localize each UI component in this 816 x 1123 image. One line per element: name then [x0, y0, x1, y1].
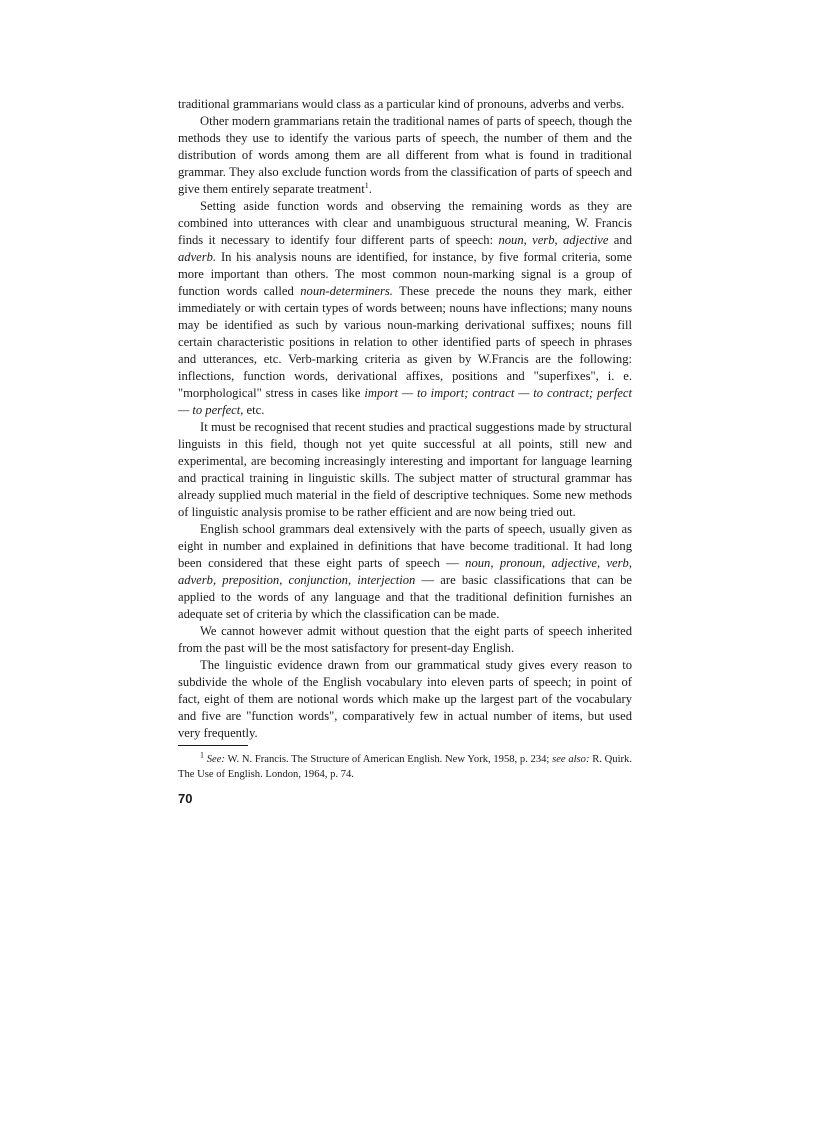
paragraph-text: We cannot however admit without question that the eight parts of speech inherited from the past will be the most satisfactory for present-day English.	[178, 624, 632, 655]
paragraph-text: and	[608, 233, 632, 247]
footnote-see-label: See:	[206, 754, 225, 765]
paragraph-continued	[178, 96, 632, 113]
footnote-marker: 1	[200, 750, 204, 760]
paragraph-structural-linguists	[178, 419, 632, 521]
paragraph-text: The linguistic evidence drawn from our grammatical study gives every reason to subdivide the whole of the English vocabulary into eleven parts of speech; in point of fact, eight of them are notional words which make up the largest part of the vocabulary and five are "function words", comparatively few in actual number of items, but used very frequently.	[178, 658, 632, 740]
paragraph-francis	[178, 198, 632, 419]
footnote-reference[interactable]: 1	[364, 180, 369, 190]
italic-term: noun, pronoun, adjective, verb, adverb, preposition, conjunction, interjection	[178, 556, 632, 587]
paragraph-text: In his analysis nouns are identified, for instance, by five formal criteria, some more important than others. The most common noun-marking signal is a group of function words called	[178, 250, 632, 298]
paragraph-text: .	[368, 182, 372, 196]
paragraph-text: Setting aside function words and observing the remaining words as they are combined into utterances with clear and unambiguous structural meaning, W. Francis finds it necessary to identify four different parts of speech:	[178, 199, 632, 247]
footnote-text: W. N. Francis. The Structure of American English. New York, 1958, p. 234;	[224, 754, 553, 765]
italic-term: import — to import; contract — to contract; perfect — to perfect,	[178, 386, 632, 417]
paragraph-eight-parts	[178, 623, 632, 657]
footnote	[178, 752, 632, 782]
italic-term: adverb.	[178, 250, 217, 264]
italic-term: noun, verb, adjective	[498, 233, 609, 247]
footnote-divider	[178, 745, 248, 746]
italic-term: noun-determiners.	[300, 284, 393, 298]
paragraph-modern-grammarians	[178, 113, 632, 198]
paragraph-text: — are basic classifications that can be applied to the words of any language and that the traditional definition furnishes an adequate set of criteria by which the classification can be made.	[178, 573, 632, 621]
paragraph-text: traditional grammarians would class as a particular kind of pronouns, adverbs and verbs.	[178, 97, 625, 111]
paragraph-text: These precede the nouns they mark, either immediately or with certain types of words between; nouns have inflections; many nouns may be identified as such by various noun-marking derivational suffixes; nouns fill certain characteristic positions in relation to other identified parts of speech in phrases and utterances, etc. Verb-marking criteria as given by W.Francis are the following: inflections, function words, derivational affixes, positions and "superfixes", i. e. "morphological" stress in cases like	[178, 284, 632, 400]
paragraph-text: Other modern grammarians retain the traditional names of parts of speech, though the methods they use to identify the various parts of speech, the number of them and the distribution of words among them are all different from what is found in traditional grammar. They also exclude function words from the classification of parts of speech and give them entirely separate treatment	[178, 114, 632, 196]
page-number: 70	[178, 791, 193, 806]
book-page	[178, 96, 632, 807]
paragraph-text: It must be recognised that recent studies and practical suggestions made by structural linguists in this field, though not yet quite successful at all points, still new and experimental, are becoming increasingly interesting and important for language learning and practical training in linguistic skills. The subject matter of structural grammar has already supplied much material in the field of descriptive techniques. Some new methods of linguistic analysis promise to be rather efficient and are now being tried out.	[178, 420, 632, 519]
paragraph-linguistic-evidence	[178, 657, 632, 742]
paragraph-text: English school grammars deal extensively with the parts of speech, usually given as eight in number and explained in definitions that have become traditional. It had long been considered that these eight parts of speech —	[178, 522, 632, 570]
paragraph-school-grammars	[178, 521, 632, 623]
footnote-text: R. Quirk. The Use of English. London, 1964, p. 74.	[178, 754, 632, 780]
paragraph-text: etc.	[243, 403, 265, 417]
footnote-see-also-label: see also:	[552, 754, 590, 765]
